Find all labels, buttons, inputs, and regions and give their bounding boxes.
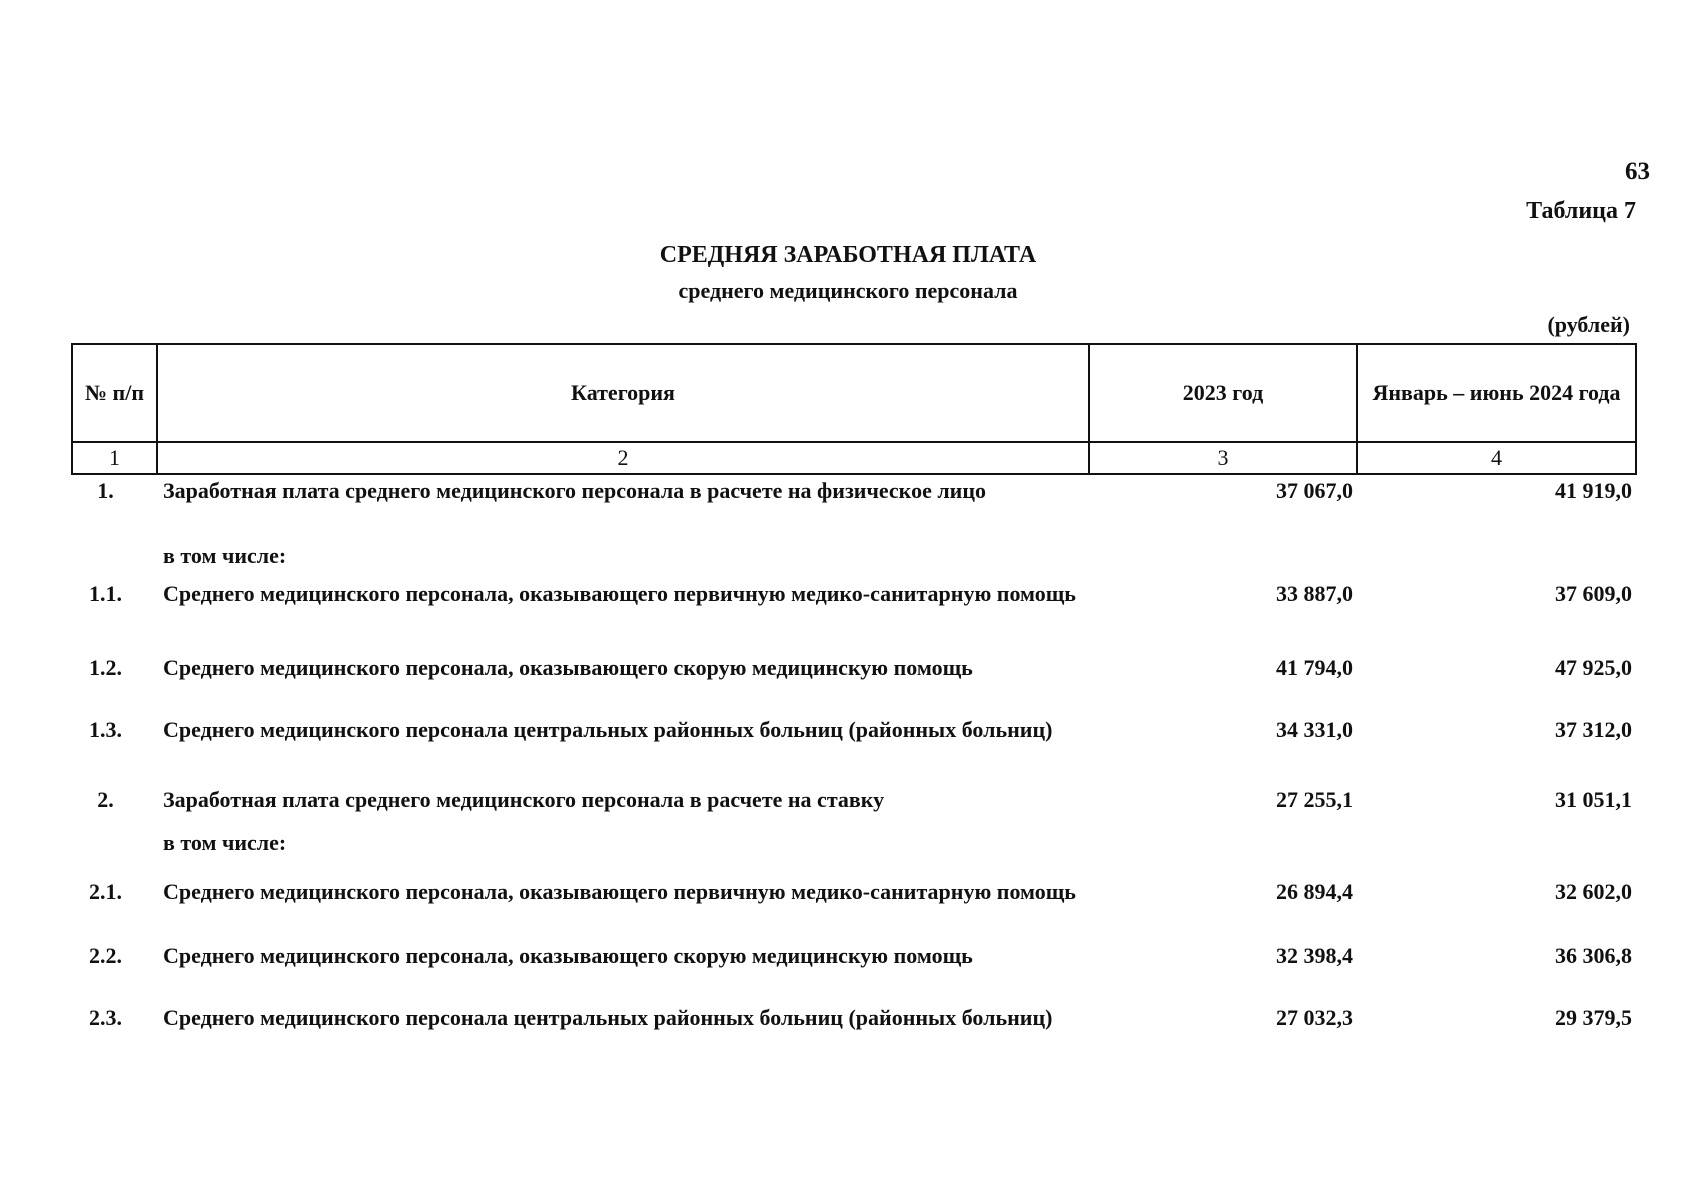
table-row: [72, 940, 1636, 1002]
row-value-2024: 29 379,5: [1555, 1005, 1632, 1030]
row-category: Среднего медицинского персонала, оказывающего первичную медико-санитарную помощь: [163, 879, 1076, 904]
row-value-2023: [1089, 827, 1357, 876]
row-category: Заработная плата среднего медицинского персонала в расчете на ставку: [163, 787, 885, 812]
row-value-2024: [1357, 827, 1636, 876]
row-category: в том числе:: [163, 543, 287, 568]
row-value-2023: [1089, 540, 1357, 578]
row-value-2024: 37 609,0: [1555, 581, 1632, 606]
row-number: 2.3.: [89, 1005, 122, 1030]
row-category: в том числе:: [163, 830, 287, 855]
row-number: 2.1.: [89, 879, 122, 904]
table-row: [72, 652, 1636, 714]
row-value-2024: 47 925,0: [1555, 655, 1632, 680]
row-number: [72, 827, 157, 876]
header-2023: 2023 год: [1089, 344, 1357, 442]
table-row: [72, 827, 1636, 876]
row-value-2023: 27 255,1: [1276, 787, 1353, 812]
row-number: 2.2.: [89, 943, 122, 968]
table-row: [72, 474, 1636, 540]
row-number: 2.: [97, 787, 114, 812]
row-value-2023: 33 887,0: [1276, 581, 1353, 606]
row-number: 1.3.: [89, 717, 122, 742]
row-category: Среднего медицинского персонала, оказывающего скорую медицинскую помощь: [163, 655, 973, 680]
table-row: [72, 578, 1636, 652]
column-number-row: [72, 442, 1636, 474]
row-value-2023: 34 331,0: [1276, 717, 1353, 742]
page-number: 63: [1625, 158, 1650, 185]
row-value-2024: [1357, 540, 1636, 578]
table-row: [72, 540, 1636, 578]
column-number: 4: [1357, 442, 1636, 474]
table-row: [72, 876, 1636, 940]
row-value-2024: 31 051,1: [1555, 787, 1632, 812]
row-value-2024: 37 312,0: [1555, 717, 1632, 742]
header-num: № п/п: [72, 344, 157, 442]
units-label: (рублей): [1547, 312, 1630, 337]
row-number: [72, 540, 157, 578]
row-category: Среднего медицинского персонала, оказывающего первичную медико-санитарную помощь: [163, 581, 1076, 606]
row-category: Заработная плата среднего медицинского персонала в расчете на физическое лицо: [163, 478, 987, 503]
header-category: Категория: [157, 344, 1089, 442]
row-value-2024: 41 919,0: [1555, 478, 1632, 503]
row-value-2023: 41 794,0: [1276, 655, 1353, 680]
row-number: 1.2.: [89, 655, 122, 680]
table-row: [72, 714, 1636, 784]
row-number: 1.: [97, 478, 114, 503]
document-subtitle: среднего медицинского персонала: [678, 278, 1018, 303]
row-value-2023: 26 894,4: [1276, 879, 1353, 904]
row-value-2024: 36 306,8: [1555, 943, 1632, 968]
row-value-2023: 27 032,3: [1276, 1005, 1353, 1030]
row-value-2024: 32 602,0: [1555, 879, 1632, 904]
row-number: 1.1.: [89, 581, 122, 606]
column-number: 2: [157, 442, 1089, 474]
column-number: 1: [72, 442, 157, 474]
document-title: СРЕДНЯЯ ЗАРАБОТНАЯ ПЛАТА: [659, 242, 1037, 268]
row-category: Среднего медицинского персонала центральных районных больниц (районных больниц): [163, 1005, 1053, 1030]
table-label: Таблица 7: [1526, 198, 1636, 224]
row-category: Среднего медицинского персонала, оказывающего скорую медицинскую помощь: [163, 943, 973, 968]
salary-table: [71, 343, 1637, 1068]
table-row: [72, 784, 1636, 827]
row-value-2023: 32 398,4: [1276, 943, 1353, 968]
row-value-2023: 37 067,0: [1276, 478, 1353, 503]
header-2024: Январь – июнь 2024 года: [1357, 344, 1636, 442]
table-header-row: [72, 344, 1636, 442]
row-category: Среднего медицинского персонала центральных районных больниц (районных больниц): [163, 717, 1053, 742]
table-row: [72, 1002, 1636, 1068]
column-number: 3: [1089, 442, 1357, 474]
